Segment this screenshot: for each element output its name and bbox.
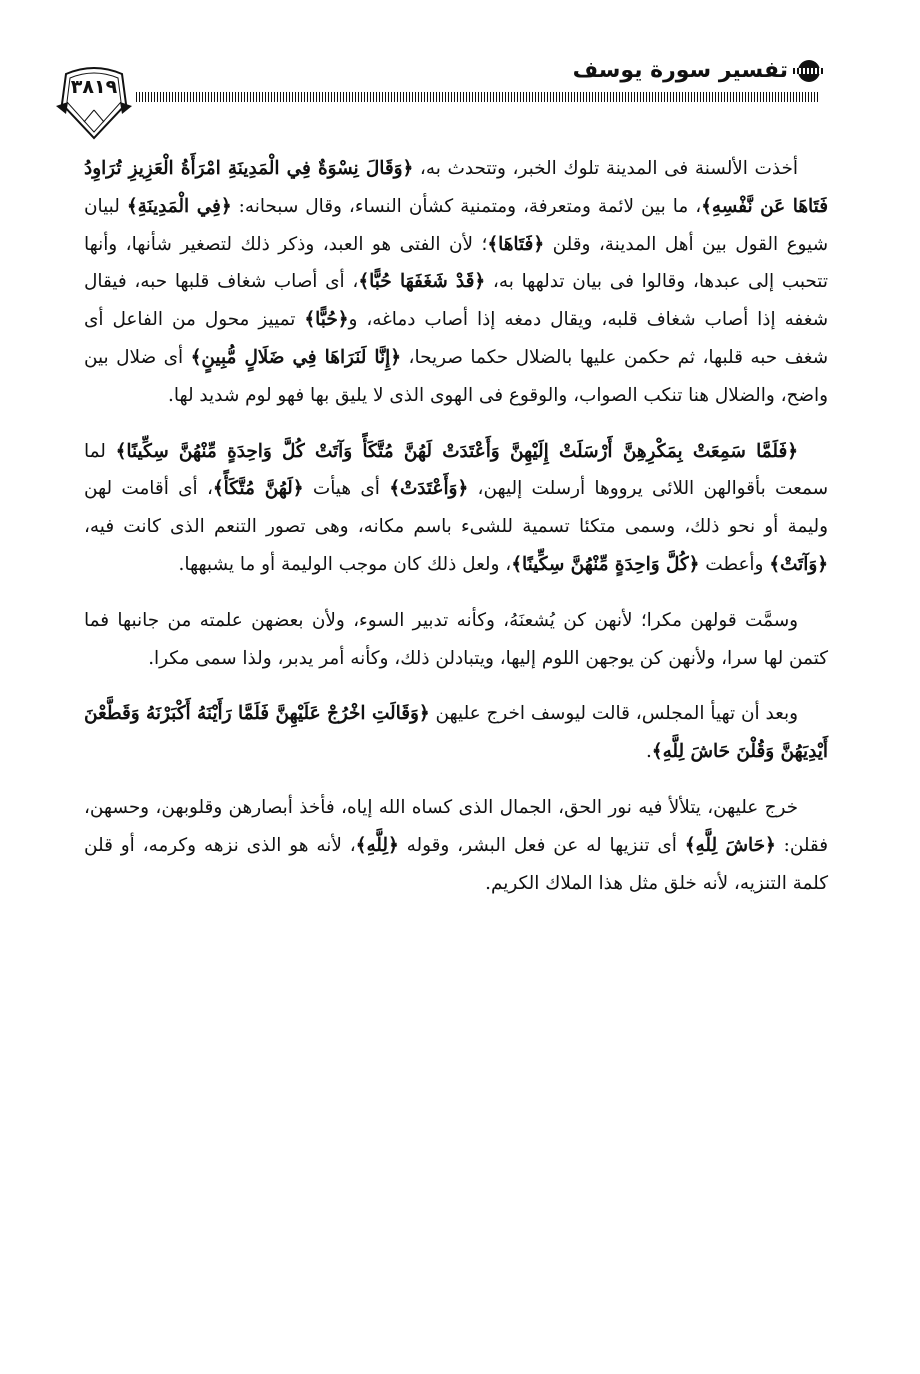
quran-verse: ﴿إِنَّا لَنَرَاهَا فِي ضَلَالٍ مُّبِينٍ﴾ bbox=[190, 346, 402, 368]
commentary-text: ، ما بين لائمة ومتعرفة، ومتمنية كشأن النساء، وقال سبحانه: bbox=[231, 195, 702, 217]
commentary-text: أخذت الألسنة فى المدينة تلوك الخبر، وتتحدث به، bbox=[413, 158, 798, 179]
commentary-text: ؛ لأن الفتى هو العبد، وذكر ذلك لتصغير شأنها، وأنها تتحبب إلى عبدها، وقالوا فى بيان تدلهها به، bbox=[84, 233, 828, 293]
commentary-text: خرج عليهن، يتلألأ فيه نور الحق، الجمال الذى كساه الله إياه، فأخذ أبصارهن وقلوبهن، وحسهن، فقلن: bbox=[84, 796, 829, 856]
quran-verse: ﴿حُبًّا﴾ bbox=[304, 309, 349, 331]
paragraph bbox=[84, 789, 828, 902]
quran-verse: ﴿فَتَاهَا﴾ bbox=[487, 233, 545, 255]
commentary-text: وأعطت bbox=[699, 553, 770, 575]
running-header bbox=[573, 58, 820, 83]
commentary-text: ، أى أقامت لهن وليمة أو نحو ذلك، وسمى متكئا تسمية للشىء باسم مكانه، وهى تصور التنعم الذى كانت فيه، bbox=[84, 478, 828, 538]
commentary-text: ، ولعل ذلك كان موجب الوليمة أو ما يشبهها. bbox=[178, 553, 512, 575]
paragraph-gap bbox=[84, 415, 828, 433]
page-body bbox=[84, 150, 828, 902]
commentary-text: ، لأنه هو الذى نزهه وكرمه، أو قلن كلمة التنزيه، لأنه خلق مثل هذا الملاك الكريم. bbox=[84, 834, 828, 894]
header-rule bbox=[136, 92, 820, 102]
ornament-icon bbox=[798, 60, 820, 82]
paragraph bbox=[84, 433, 828, 584]
quran-verse: ﴿كُلَّ وَاحِدَةٍ مِّنْهُنَّ سِكِّينًا﴾ bbox=[511, 553, 700, 575]
commentary-text: لبيان شيوع القول بين أهل المدينة، وقلن bbox=[84, 195, 829, 255]
quran-verse: ﴿وَآتَتْ﴾ bbox=[769, 553, 828, 575]
commentary-text: أى هيأت bbox=[303, 478, 390, 500]
paragraph bbox=[84, 695, 828, 771]
quran-verse: ﴿لِلَّهِ﴾ bbox=[355, 834, 399, 856]
quran-verse: ﴿فِي الْمَدِينَةِ﴾ bbox=[126, 195, 232, 217]
paragraph-gap bbox=[84, 677, 828, 695]
page-number-badge bbox=[52, 62, 136, 142]
paragraph-gap bbox=[84, 584, 828, 602]
commentary-text: أى تنزيها له عن فعل البشر، وقوله bbox=[398, 834, 685, 856]
quran-verse: ﴿لَهُنَّ مُتَّكَأً﴾ bbox=[212, 478, 304, 500]
quran-verse: ﴿فَلَمَّا سَمِعَتْ بِمَكْرِهِنَّ أَرْسَلَتْ إِلَيْهِنَّ وَأَعْتَدَتْ لَهُنَّ مُتَّكَأً وَآتَتْ كُلَّ وَاحِدَةٍ مِّنْهُنَّ سِكِّينًا﴾ bbox=[115, 440, 799, 462]
quran-verse: ﴿قَدْ شَغَفَهَا حُبًّا﴾ bbox=[358, 271, 486, 293]
paragraph-gap bbox=[84, 771, 828, 789]
page-header bbox=[50, 52, 820, 142]
commentary-text: . bbox=[645, 741, 652, 763]
quran-verse: ﴿وَقَالَ نِسْوَةٌ فِي الْمَدِينَةِ امْرَأَةُ الْعَزِيزِ تُرَاوِدُ فَتَاهَا عَن نَّفْسِهِ﴾ bbox=[84, 158, 828, 217]
paragraph bbox=[84, 150, 828, 415]
quran-verse: ﴿وَقَالَتِ اخْرُجْ عَلَيْهِنَّ فَلَمَّا رَأَيْنَهُ أَكْبَرْنَهُ وَقَطَّعْنَ أَيْدِيَهُنَّ وَقُلْنَ حَاشَ لِلَّهِ﴾ bbox=[84, 703, 828, 763]
quran-verse: ﴿حَاشَ لِلَّهِ﴾ bbox=[684, 834, 776, 856]
commentary-text: وسمَّت قولهن مكرا؛ لأنهن كن يُشعنَهُ، وكأنه تدبير السوء، ولأن بعضهن علمته من جانبها فما كتمن لها سرا، ولأنهن كن يوجهن اللوم إليها، ويتبادلن ذلك، وكأنه أمر يدبر، ولذا سمى مكرا. bbox=[84, 609, 828, 669]
commentary-text: لما سمعت بأقوالهن اللائى يرووها أرسلت إليهن، bbox=[84, 440, 828, 500]
running-title: تفسير سورة يوسف bbox=[572, 58, 788, 83]
commentary-text: تمييز محول من الفاعل أى شغف حبه قلبها، ثم حكمن عليها بالضلال حكما صريحا، bbox=[84, 309, 828, 368]
commentary-text: أى ضلال بين واضح، والضلال هنا تنكب الصواب، والوقوع فى الهوى الذى لا يليق بها فهو لوم شديد لها. bbox=[84, 346, 828, 406]
page-number: ٣٨١٩ bbox=[70, 76, 118, 98]
commentary-text: وبعد أن تهيأ المجلس، قالت ليوسف اخرج عليهن bbox=[429, 703, 798, 725]
badge-frame-icon bbox=[52, 62, 136, 142]
quran-verse: ﴿وَأَعْتَدَتْ﴾ bbox=[389, 478, 469, 500]
paragraph bbox=[84, 602, 828, 678]
commentary-text: ، أى أصاب شغاف قلبها حبه، فيقال شغفه إذا أصاب شغاف قلبه، ويقال دمغه إذا أصاب دماغه، و bbox=[84, 271, 829, 331]
